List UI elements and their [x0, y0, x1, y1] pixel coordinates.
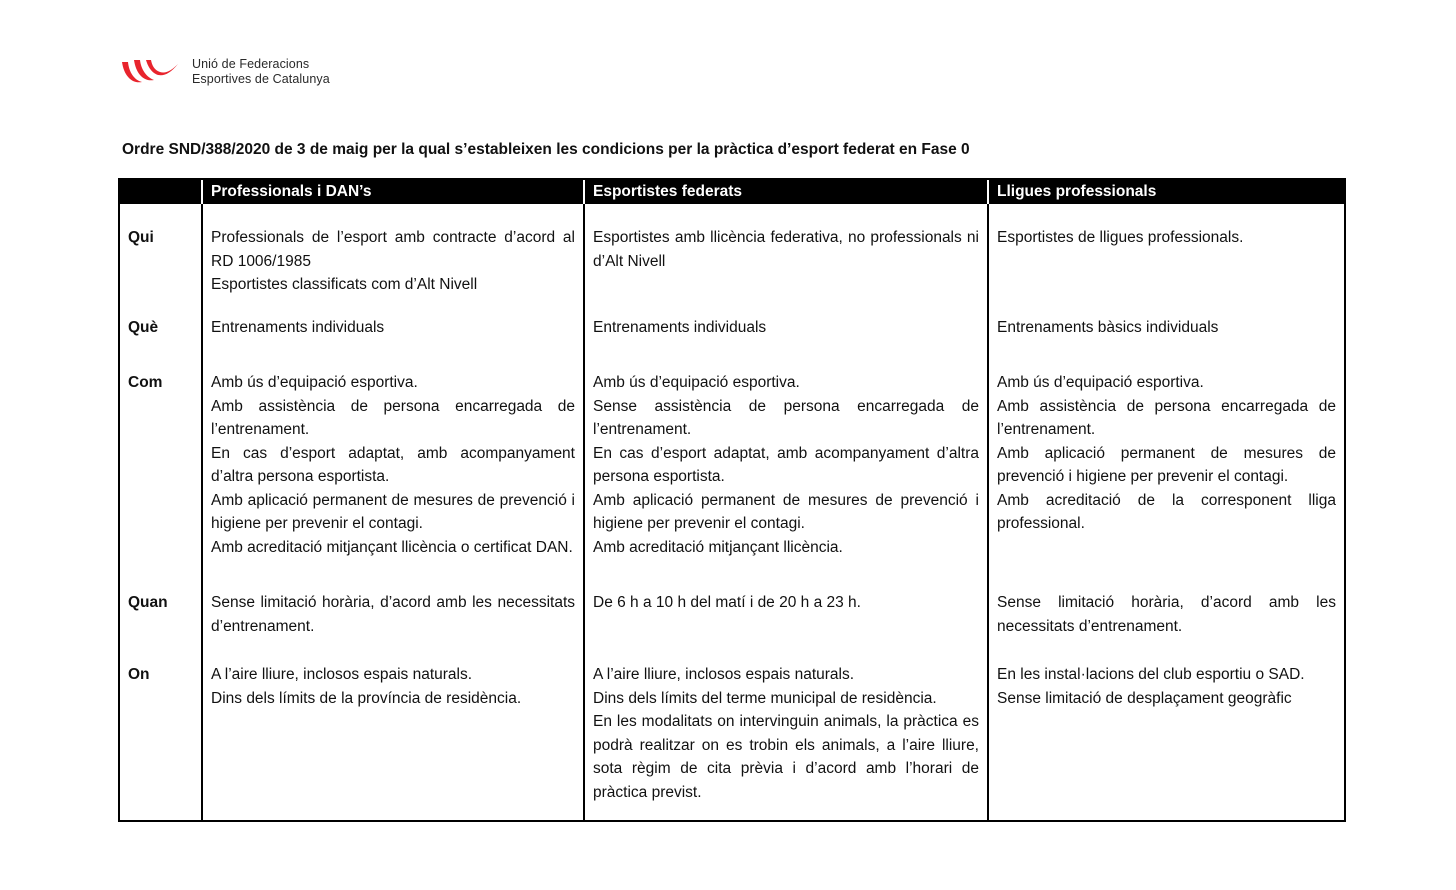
cell-quan-professionals: [202, 575, 584, 645]
cell-quan-federats: [584, 575, 988, 645]
cell-line: En les modalitats on intervinguin animals, la pràctica es podrà realitzar on es trobin els animals, a l’aire lliure, sota règim de cita prèvia i d’acord amb l’horari de pràctica previst.: [593, 713, 979, 801]
cell-line: Amb aplicació permanent de mesures de prevenció i higiene per prevenir el contagi.: [211, 491, 575, 532]
cell-line: En les instal·lacions del club esportiu o SAD.: [997, 666, 1305, 683]
cell-line: Entrenaments bàsics individuals: [997, 319, 1219, 336]
cell-line: Amb acreditació mitjançant llicència.: [593, 538, 843, 556]
row-label-qui: Qui: [119, 204, 202, 298]
org-logo: [120, 54, 330, 90]
table-row-que: [119, 298, 1345, 347]
cell-que-professionals: [202, 298, 584, 347]
cell-line: Esportistes de lligues professionals.: [997, 229, 1244, 246]
table-row-on: [119, 645, 1345, 821]
cell-line: Amb ús d’equipació esportiva.: [593, 374, 800, 391]
cell-line: Amb aplicació permanent de mesures de prevenció i higiene per prevenir el contagi.: [593, 491, 979, 532]
cell-qui-professionals: [202, 204, 584, 298]
cell-line: Sense limitació horària, d’acord amb les necessitats d’entrenament.: [997, 594, 1336, 635]
cell-line: Dins dels límits de la província de residència.: [211, 689, 522, 707]
table-header-row: [119, 179, 1345, 204]
cell-line: Amb assistència de persona encarregada de l’entrenament.: [211, 397, 575, 438]
cell-line: A l’aire lliure, inclosos espais naturals.: [211, 666, 473, 683]
ufec-logo-icon: [120, 56, 182, 88]
cell-line: Sense assistència de persona encarregada de l’entrenament.: [593, 397, 979, 438]
cell-line: En cas d’esport adaptat, amb acompanyament d’altra persona esportista.: [211, 444, 575, 485]
table-row-qui: [119, 204, 1345, 298]
cell-line: A l’aire lliure, inclosos espais naturals.: [593, 666, 855, 683]
org-name-line1: Unió de Federacions: [192, 57, 310, 71]
cell-quan-lligues: [988, 575, 1345, 645]
cell-que-lligues: [988, 298, 1345, 347]
cell-line: Sense limitació de desplaçament geogràfic: [997, 689, 1292, 707]
cell-line: Dins dels límits del terme municipal de residència.: [593, 689, 937, 707]
cell-line: Amb ús d’equipació esportiva.: [211, 374, 418, 391]
cell-com-federats: [584, 347, 988, 575]
cell-on-lligues: [988, 645, 1345, 821]
cell-line: Entrenaments individuals: [593, 319, 767, 336]
cell-line: Amb assistència de persona encarregada de l’entrenament.: [997, 397, 1336, 438]
cell-qui-federats: [584, 204, 988, 298]
column-header-professionals: Professionals i DAN’s: [202, 179, 584, 204]
cell-line: Entrenaments individuals: [211, 319, 385, 336]
cell-com-lligues: [988, 347, 1345, 575]
cell-on-federats: [584, 645, 988, 821]
column-header-federats: Esportistes federats: [584, 179, 988, 204]
document-title: Ordre SND/388/2020 de 3 de maig per la qual s’estableixen les condicions per la pràctica d’esport federat en Fase 0: [122, 141, 970, 158]
cell-on-professionals: [202, 645, 584, 821]
column-header-empty: [119, 179, 202, 204]
org-name: [192, 57, 330, 87]
cell-line: Amb acreditació de la corresponent lliga professional.: [997, 491, 1336, 532]
cell-que-federats: [584, 298, 988, 347]
table-row-com: [119, 347, 1345, 575]
cell-line: Amb ús d’equipació esportiva.: [997, 374, 1204, 391]
cell-line: Amb aplicació permanent de mesures de prevenció i higiene per prevenir el contagi.: [997, 444, 1336, 485]
cell-com-professionals: [202, 347, 584, 575]
row-label-quan: Quan: [119, 575, 202, 645]
cell-line: En cas d’esport adaptat, amb acompanyament d’altra persona esportista.: [593, 444, 979, 485]
cell-qui-lligues: [988, 204, 1345, 298]
cell-line: Sense limitació horària, d’acord amb les necessitats d’entrenament.: [211, 594, 575, 635]
conditions-table: [118, 178, 1346, 822]
cell-line: De 6 h a 10 h del matí i de 20 h a 23 h.: [593, 594, 861, 611]
cell-line: Esportistes amb llicència federativa, no professionals ni d’Alt Nivell: [593, 229, 979, 270]
cell-line: Esportistes classificats com d’Alt Nivell: [211, 276, 478, 293]
row-label-on: On: [119, 645, 202, 821]
cell-line: Professionals de l’esport amb contracte d’acord al RD 1006/1985: [211, 229, 575, 270]
column-header-lligues: Lligues professionals: [988, 179, 1345, 204]
row-label-que: Què: [119, 298, 202, 347]
table-row-quan: [119, 575, 1345, 645]
row-label-com: Com: [119, 347, 202, 575]
org-name-line2: Esportives de Catalunya: [192, 72, 330, 86]
cell-line: Amb acreditació mitjançant llicència o certificat DAN.: [211, 538, 573, 556]
